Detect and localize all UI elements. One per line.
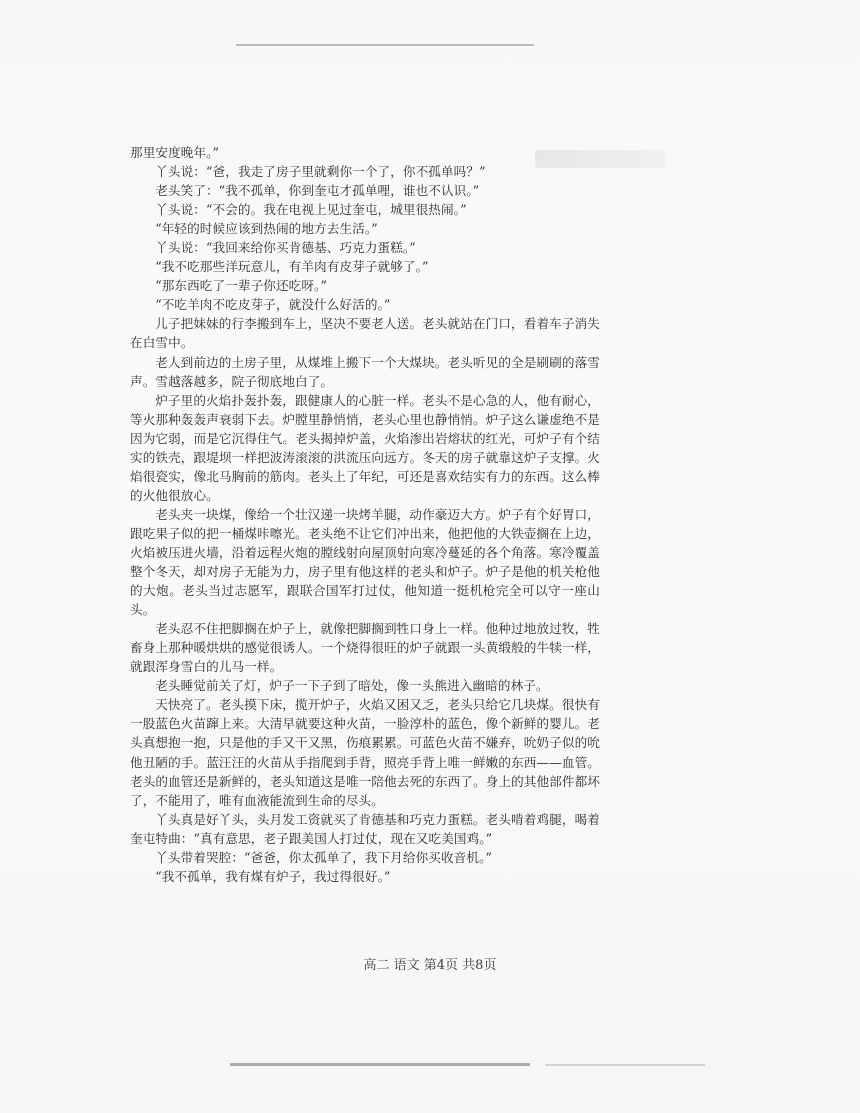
page-footer: 高二 语文 第4页 共8页 xyxy=(363,958,497,973)
paragraph: “那东西吃了一辈子你还吃呀。” xyxy=(155,278,327,294)
paragraph: “不吃羊肉不吃皮芽子，就没什么好活的。” xyxy=(155,297,391,313)
paragraph: 丫头带着哭腔：“爸爸，你太孤单了，我下月给你买收音机。” xyxy=(155,849,493,865)
page-bottom-edge xyxy=(230,1063,530,1066)
paragraph: 老头夹一块煤，像给一个壮汉递一块烤羊腿，动作豪迈大方。炉子有个好胃口，跟吃果子似的把一桶煤咔嚓光。老头绝不让它们冲出来，他把他的大铁壶搁在上边，火焰被压进火墙，沿着远程火炮的膛线射向屋顶射向寒冷蔓延的各个角落。寒冷覆盖整个冬天，却对房子无能为力，房子里有他这样的老头和炉子。炉子是他的机关枪他的大炮。老头当过志愿军，跟联合国军打过仗，他知道一挺机枪完全可以守一座山头。 xyxy=(130,506,600,618)
paragraph: 儿子把妹妹的行李搬到车上，坚决不要老人送。老头就站在门口，看着车子消失在白雪中。 xyxy=(130,316,600,351)
page-bottom-edge-faint xyxy=(545,1064,705,1066)
paragraph: “我不吃那些洋玩意儿，有羊肉有皮芽子就够了。” xyxy=(155,259,429,275)
paragraph: 老头笑了：“我不孤单，你到奎屯才孤单哩，谁也不认识。” xyxy=(155,183,480,199)
paragraph: 丫头真是好丫头，头月发工资就买了肯德基和巧克力蛋糕。老头啃着鸡腿，喝着奎屯特曲：“真有意思，老子跟美国人打过仗，现在又吃美国鸡。” xyxy=(130,811,600,846)
page-top-edge xyxy=(236,44,534,46)
paragraph: 老人到前边的土房子里，从煤堆上搬下一个大煤块。老头听见的全是刷刷的落雪声。雪越落越多，院子彻底地白了。 xyxy=(130,354,600,389)
paragraph: 天快亮了。老头摸下床，揽开炉子，火焰又困又乏，老头只给它几块煤。很快有一股蓝色火苗蹿上来。大清早就要这种火苗，一脸淳朴的蓝色，像个新鲜的婴儿。老头真想抱一抱，只是他的手又干又黑，伤痕累累。可蓝色火苗不嫌弃，吮奶子似的吮他丑陋的手。蓝汪汪的火苗从手指爬到手背，照亮手背上唯一鲜嫩的东西——血管。老头的血管还是新鲜的，老头知道这是唯一陪他去死的东西了。身上的其他部件都坏了，不能用了，唯有血液能流到生命的尽头。 xyxy=(130,697,600,808)
paragraph: 那里安度晚年。” xyxy=(130,145,220,160)
paragraph: 炉子里的火焰扑轰扑轰，跟健康人的心脏一样。老头不是心急的人，他有耐心，等火那种轰轰声衰弱下去。炉膛里静悄悄，老头心里也静悄悄。炉子这么谦虚绝不是因为它弱，而是它沉得住气。老头揭掉炉盖，火焰渗出岩熔状的红光，可炉子有个结实的铁壳，跟堤坝一样把波涛滚滚的洪流压向远方。冬天的房子就靠这炉子支撑。火焰很瓷实，像北马胸前的筋肉。老头上了年纪，可还是喜欢结实有力的东西。这么棒的火他很放心。 xyxy=(130,392,600,503)
paragraph: 丫头说：“不会的。我在电视上见过奎屯，城里很热闹。” xyxy=(155,202,467,218)
paragraph: 老头忍不住把脚搁在炉子上，就像把脚搁到牲口身上一样。他种过地放过牧，牲畜身上那种暖烘烘的感觉很诱人。一个烧得很旺的炉子就跟一头黄缎般的牛犊一样，就跟浑身雪白的儿马一样。 xyxy=(130,621,600,675)
paragraph: 丫头说：“我回来给你买肯德基、巧克力蛋糕。” xyxy=(155,240,416,256)
body-text xyxy=(130,143,600,886)
paragraph: 丫头说：“爸，我走了房子里就剩你一个了，你不孤单吗？” xyxy=(155,164,486,180)
paragraph: “我不孤单，我有煤有炉子，我过得很好。” xyxy=(155,868,391,884)
paragraph: “年轻的时候应该到热闹的地方去生活。” xyxy=(155,221,378,237)
paragraph: 老头睡觉前关了灯，炉子一下子到了暗处，像一头熊进入幽暗的林子。 xyxy=(155,678,549,694)
